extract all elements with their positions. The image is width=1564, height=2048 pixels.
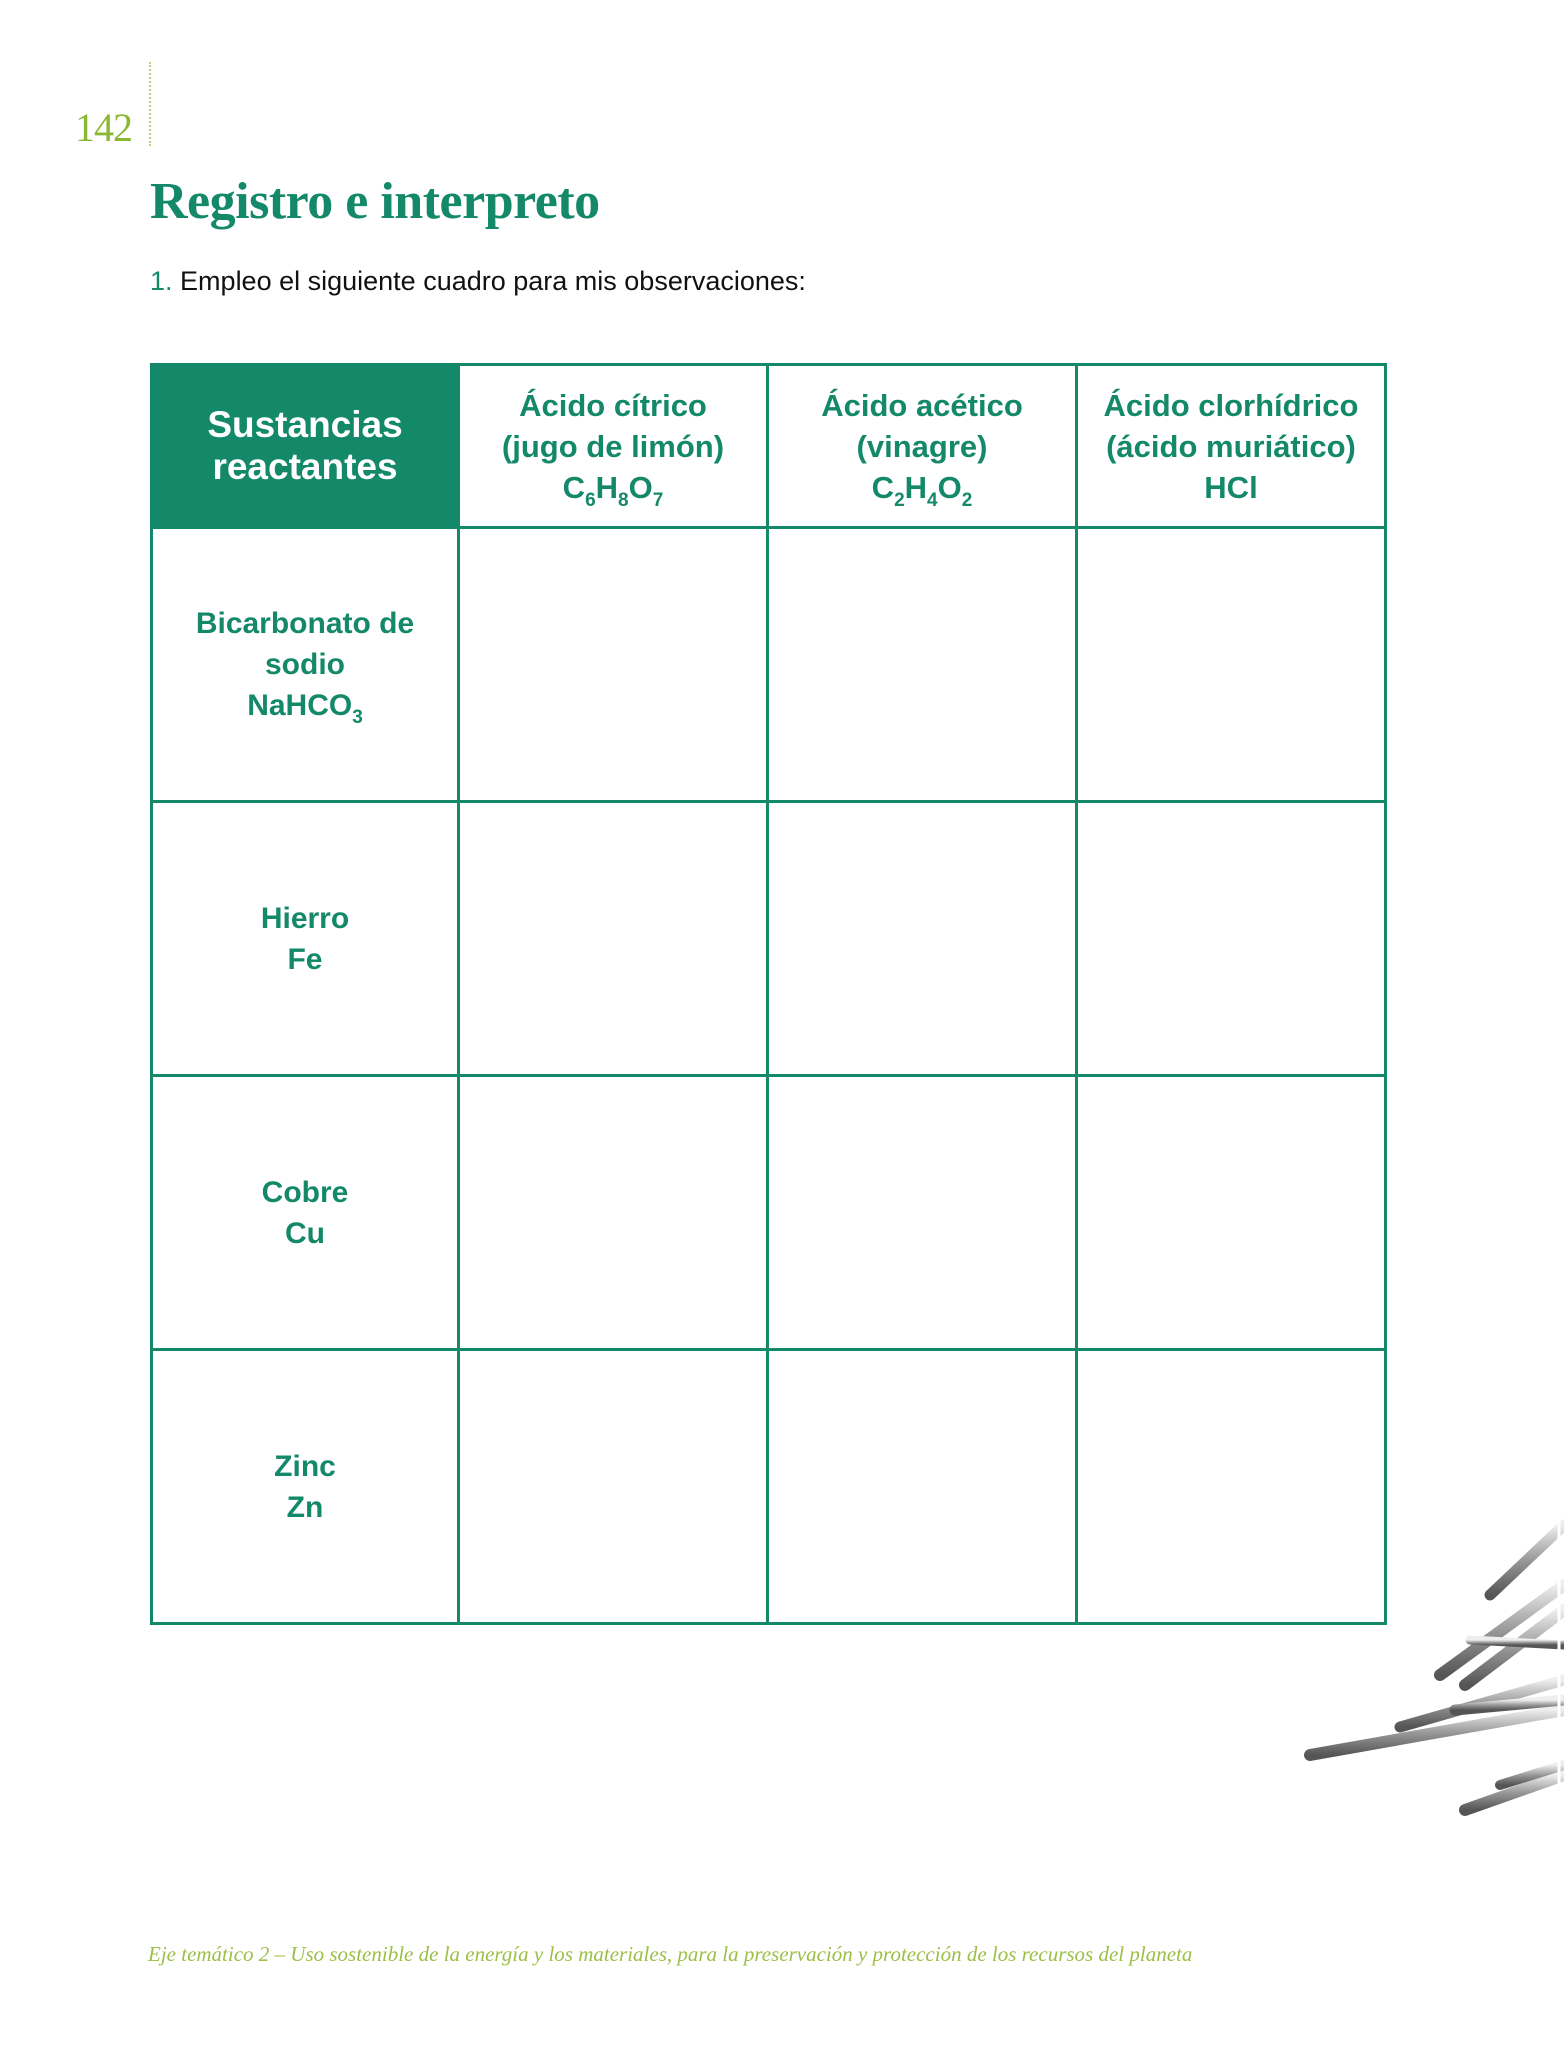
column-header [1077,365,1386,528]
formula-element: Fe [287,942,323,976]
row-name: Hierro [260,901,350,935]
table-row [152,802,1386,1076]
formula [287,943,322,976]
nails-image [1280,1480,1564,1820]
column-desc: (jugo de limón) [501,428,725,464]
divider [149,62,151,146]
column-header [768,365,1077,528]
section-title: Registro e interpreto [150,173,600,230]
column-name: Ácido acético [821,387,1023,423]
footer: Eje temático 2 – Uso sostenible de la energía y los materiales, para la preservación y protección de los recursos del planeta [148,1942,1193,1966]
column-desc: (ácido muriático) [1106,428,1356,464]
corner-line1: Sustancias [207,404,403,445]
formula-subscript: 7 [652,489,664,511]
row-header [152,802,459,1076]
formula-subscript: 2 [894,489,905,511]
observation-cell[interactable] [768,1076,1077,1350]
formula [871,469,973,511]
formula [562,469,664,511]
table-row [152,528,1386,802]
formula-element: O [937,469,962,505]
row-header [152,1076,459,1350]
observation-cell[interactable] [459,1350,768,1624]
formula-element: C [871,469,895,505]
formula-subscript: 6 [585,489,596,511]
observation-cell[interactable] [768,528,1077,802]
row-name: Bicarbonato de [195,607,415,640]
row-name: Cobre [261,1175,349,1209]
formula [1204,470,1257,505]
observation-cell[interactable] [1077,802,1386,1076]
column-header [459,365,768,528]
formula-subscript: 3 [352,707,363,728]
formula [247,689,363,728]
formula-element: Cu [285,1216,325,1250]
page-number: 142 [75,105,132,150]
row-header [152,1350,459,1624]
formula-element: H [595,469,619,505]
table-row [152,1350,1386,1624]
formula-element: Zn [286,1490,324,1524]
formula [287,1491,324,1524]
observation-table [150,363,1387,1625]
formula-element: HCl [1204,469,1258,505]
table-row [152,1076,1386,1350]
formula [285,1217,325,1250]
column-name: Ácido clorhídrico [1103,387,1359,423]
formula-element: C [562,469,586,505]
observation-cell[interactable] [1077,1076,1386,1350]
formula-subscript: 2 [961,489,973,511]
corner-header [152,365,459,528]
instruction-number: 1. [150,266,173,296]
observation-cell[interactable] [1077,528,1386,802]
observation-cell[interactable] [459,528,768,802]
formula-element: NaHCO [247,689,353,722]
corner-line2: reactantes [212,446,398,487]
observation-cell[interactable] [459,1076,768,1350]
formula-subscript: 4 [927,489,938,511]
formula-subscript: 8 [618,489,629,511]
column-desc: (vinagre) [856,428,988,464]
instruction-text: Empleo el siguiente cuadro para mis observaciones: [180,266,806,296]
formula-element: O [628,469,653,505]
observation-cell[interactable] [768,1350,1077,1624]
observation-cell[interactable] [459,802,768,1076]
formula-element: H [904,469,928,505]
row-header [152,528,459,802]
row-name: Zinc [274,1449,336,1483]
observation-cell[interactable] [768,802,1077,1076]
column-name: Ácido cítrico [519,387,707,423]
instruction [150,266,806,297]
row-name: sodio [265,648,345,681]
